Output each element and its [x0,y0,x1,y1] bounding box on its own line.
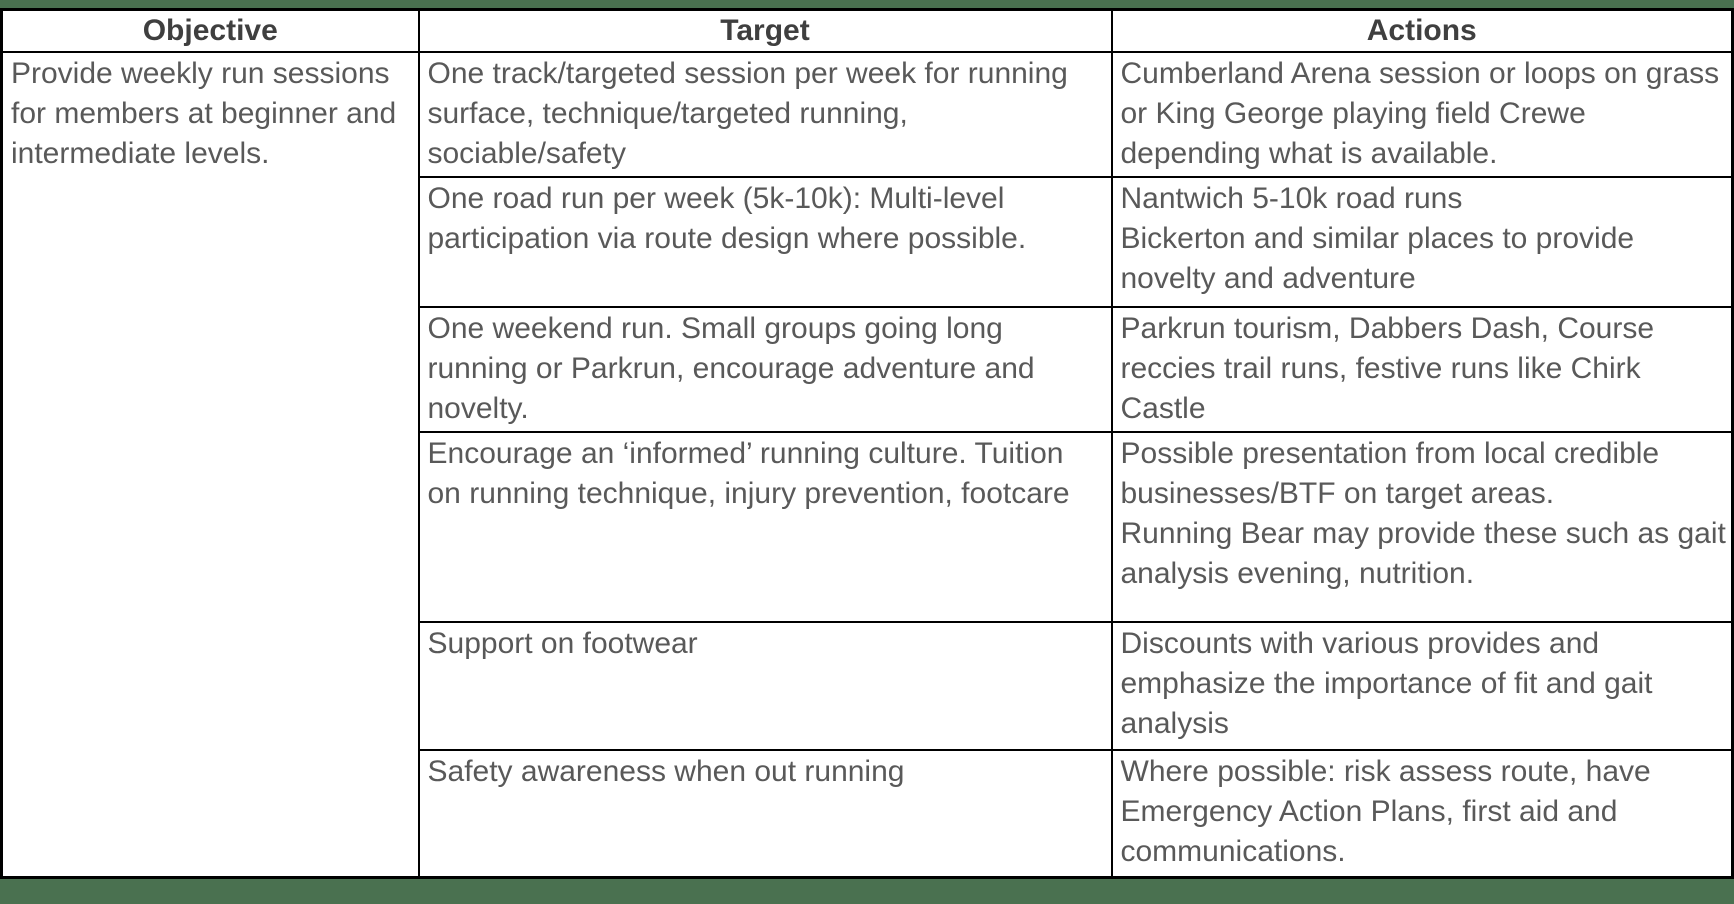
column-header-objective: Objective [2,10,419,53]
actions-cell-2 [1112,177,1733,307]
actions-paragraph: Parkrun tourism, Dabbers Dash, Course reccies trail runs, festive runs like Chirk Castle [1120,312,1655,425]
target-cell-1: One track/targeted session per week for running surface, technique/targeted running, sociable/safety [419,52,1112,177]
page-background [0,8,1734,904]
actions-paragraph: Nantwich 5-10k road runs [1120,182,1463,215]
actions-cell-6 [1112,750,1733,877]
header-row [2,10,1733,53]
objectives-table [0,8,1734,879]
actions-cell-1 [1112,52,1733,177]
target-cell-2: One road run per week (5k-10k): Multi-level participation via route design where possible. [419,177,1112,307]
actions-paragraph: Possible presentation from local credible businesses/BTF on target areas. [1120,437,1660,510]
target-cell-6: Safety awareness when out running [419,750,1112,877]
actions-cell-3 [1112,307,1733,432]
actions-paragraph: Where possible: risk assess route, have Emergency Action Plans, first aid and communications. [1120,755,1651,868]
column-header-actions: Actions [1112,10,1733,53]
actions-paragraph: Discounts with various provides and emphasize the importance of fit and gait analysis [1120,627,1653,740]
objective-cell: Provide weekly run sessions for members at beginner and intermediate levels. [2,52,419,877]
column-header-target: Target [419,10,1112,53]
actions-cell-5 [1112,622,1733,750]
actions-cell-4 [1112,432,1733,622]
target-cell-5: Support on footwear [419,622,1112,750]
target-cell-3: One weekend run. Small groups going long running or Parkrun, encourage adventure and novelty. [419,307,1112,432]
actions-paragraph: Bickerton and similar places to provide novelty and adventure [1120,222,1635,295]
table-row [2,52,1733,177]
target-cell-4: Encourage an ‘informed’ running culture. Tuition on running technique, injury prevention, footcare [419,432,1112,622]
actions-paragraph: Cumberland Arena session or loops on grass or King George playing field Crewe depending what is available. [1120,57,1720,170]
actions-paragraph: Running Bear may provide these such as gait analysis evening, nutrition. [1120,517,1726,590]
